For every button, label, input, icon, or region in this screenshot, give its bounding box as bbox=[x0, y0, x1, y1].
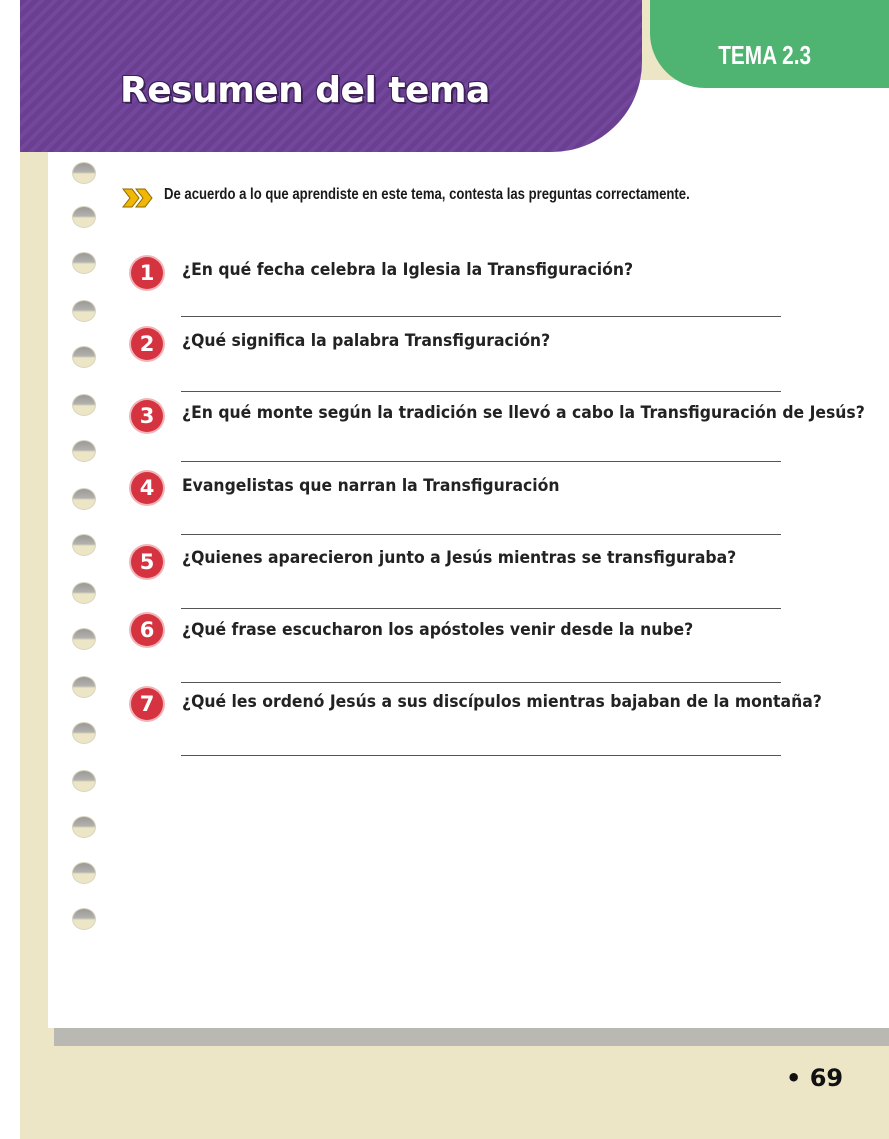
question-number-badge: 1 bbox=[131, 257, 163, 289]
tema-label: TEMA 2.3 bbox=[718, 40, 811, 70]
question-number-badge: 4 bbox=[131, 472, 163, 504]
page-title: Resumen del tema bbox=[120, 70, 490, 111]
double-chevron-icon bbox=[122, 186, 156, 210]
question-text: ¿Quienes aparecieron junto a Jesús mientras se transfiguraba? bbox=[182, 548, 737, 568]
question-number-badge: 5 bbox=[131, 546, 163, 578]
question-text: ¿Qué frase escucharon los apóstoles venir desde la nube? bbox=[182, 620, 694, 640]
question-text: ¿Qué significa la palabra Transfiguración? bbox=[182, 331, 551, 351]
page-number: • 69 bbox=[786, 1064, 844, 1092]
answer-line[interactable] bbox=[181, 391, 781, 392]
answer-line[interactable] bbox=[181, 755, 781, 756]
binder-hole-icon bbox=[72, 722, 96, 744]
binder-hole-icon bbox=[72, 770, 96, 792]
binder-hole-icon bbox=[72, 628, 96, 650]
binder-hole-icon bbox=[72, 394, 96, 416]
question-text: ¿En qué fecha celebra la Iglesia la Transfiguración? bbox=[182, 260, 634, 280]
binder-hole-icon bbox=[72, 346, 96, 368]
binder-hole-icon bbox=[72, 252, 96, 274]
binder-hole-icon bbox=[72, 908, 96, 930]
question-number-badge: 3 bbox=[131, 400, 163, 432]
binder-hole-icon bbox=[72, 582, 96, 604]
binder-hole-icon bbox=[72, 534, 96, 556]
binder-hole-icon bbox=[72, 440, 96, 462]
question-text: ¿Qué les ordenó Jesús a sus discípulos mientras bajaban de la montaña? bbox=[182, 692, 822, 712]
question-text: Evangelistas que narran la Transfiguración bbox=[182, 476, 560, 496]
tema-tab bbox=[650, 0, 889, 88]
question-number-badge: 6 bbox=[131, 614, 163, 646]
question-number-badge: 2 bbox=[131, 328, 163, 360]
answer-line[interactable] bbox=[181, 682, 781, 683]
binder-hole-icon bbox=[72, 862, 96, 884]
binder-hole-icon bbox=[72, 300, 96, 322]
answer-line[interactable] bbox=[181, 461, 781, 462]
binder-hole-icon bbox=[72, 816, 96, 838]
answer-line[interactable] bbox=[181, 608, 781, 609]
binder-hole-icon bbox=[72, 162, 96, 184]
answer-line[interactable] bbox=[181, 534, 781, 535]
instruction-text: De acuerdo a lo que aprendiste en este tema, contesta las preguntas correctamente. bbox=[164, 186, 690, 203]
binder-hole-icon bbox=[72, 206, 96, 228]
answer-line[interactable] bbox=[181, 316, 781, 317]
binder-hole-icon bbox=[72, 488, 96, 510]
binder-hole-icon bbox=[72, 676, 96, 698]
binder-holes bbox=[72, 162, 96, 942]
question-number-badge: 7 bbox=[131, 688, 163, 720]
question-text: ¿En qué monte según la tradición se llevó a cabo la Transfiguración de Jesús? bbox=[182, 403, 865, 423]
